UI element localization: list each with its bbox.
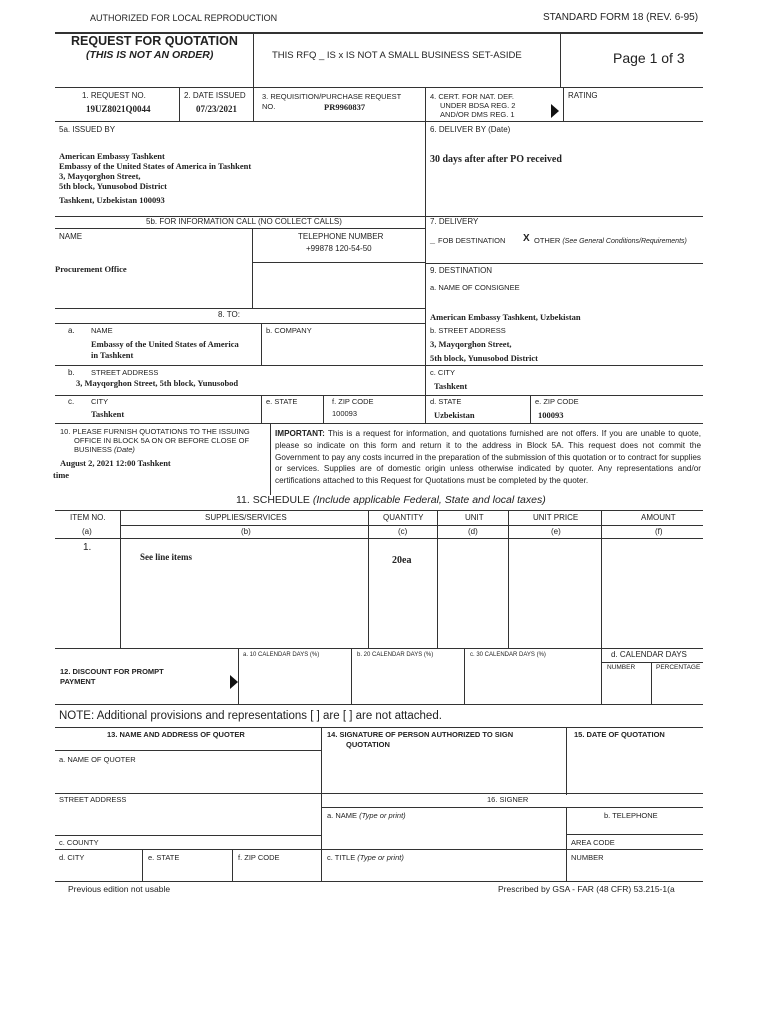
telephone-label: TELEPHONE NUMBER: [298, 232, 384, 241]
issued-by-label: 5a. ISSUED BY: [59, 125, 116, 134]
fob-destination: FOB DESTINATION: [438, 236, 506, 245]
phone-number-label: NUMBER: [571, 853, 604, 862]
footer-previous-edition: Previous edition not usable: [68, 884, 171, 894]
col-unit-code: (d): [468, 527, 478, 536]
furnish-time: time: [53, 470, 70, 480]
col-amount-code: (f): [655, 527, 663, 536]
quoter-zip-label: f. ZIP CODE: [238, 853, 280, 862]
to-city-label: CITY: [91, 397, 109, 406]
requisition-value: PR9960837: [324, 102, 366, 112]
signature-label-line1: 14. SIGNATURE OF PERSON AUTHORIZED TO SIGN: [327, 730, 514, 739]
dest-zip-value: 100093: [538, 410, 564, 420]
furnish-line3: BUSINESS (Date): [74, 445, 135, 454]
discount-percentage: PERCENTAGE: [656, 664, 701, 671]
cert-line3: AND/OR DMS REG. 1: [440, 110, 515, 119]
other-option: OTHER (See General Conditions/Requirements): [534, 236, 687, 245]
discount-days: d. CALENDAR DAYS: [611, 650, 687, 659]
requisition-no-label: NO.: [262, 102, 276, 111]
issued-by-line: 3, Mayqorghon Street,: [59, 171, 141, 181]
form-title: REQUEST FOR QUOTATION: [71, 34, 238, 48]
cert-line1: 4. CERT. FOR NAT. DEF.: [430, 92, 514, 101]
dest-state-value: Uzbekistan: [434, 410, 475, 420]
issued-by-line: 5th block, Yunusobod District: [59, 181, 168, 191]
signer-name-label: a. NAME (Type or print): [327, 811, 406, 820]
signer-label: 16. SIGNER: [487, 795, 529, 804]
form-subtitle: (THIS IS NOT AN ORDER): [86, 49, 214, 61]
telephone-value: +99878 120-54-50: [306, 244, 372, 253]
area-code-label: AREA CODE: [571, 838, 615, 847]
authorized-text: AUTHORIZED FOR LOCAL REPRODUCTION: [90, 13, 278, 23]
deliver-by-label: 6. DELIVER BY (Date): [430, 125, 511, 134]
fob-mark: _: [430, 235, 436, 245]
col-quantity-label: QUANTITY: [383, 513, 424, 522]
to-name-label: NAME: [91, 326, 113, 335]
quoter-name-label: a. NAME OF QUOTER: [59, 755, 136, 764]
consignee-label: a. NAME OF CONSIGNEE: [430, 283, 520, 292]
col-quantity-code: (c): [398, 527, 408, 536]
page-indicator: Page 1 of 3: [613, 50, 685, 66]
dest-zip-label: e. ZIP CODE: [535, 397, 579, 406]
footer-prescribed: Prescribed by GSA - FAR (48 CFR) 53.215-1(a: [498, 884, 675, 894]
issued-by-line: Embassy of the United States of America in Tashkent: [59, 161, 252, 171]
schedule-title: 11. SCHEDULE (Include applicable Federal, State and local taxes): [236, 494, 546, 506]
row-item: 1.: [83, 542, 92, 553]
date-quotation-label: 15. DATE OF QUOTATION: [574, 730, 665, 739]
to-street-label: STREET ADDRESS: [91, 368, 159, 377]
to-c: c.: [68, 397, 75, 406]
cert-line2: UNDER BDSA REG. 2: [440, 101, 516, 110]
dest-state-label: d. STATE: [430, 397, 462, 406]
to-name-line1: Embassy of the United States of America: [91, 339, 239, 349]
requisition-label: 3. REQUISITION/PURCHASE REQUEST: [262, 92, 402, 101]
quoter-city-label: d. CITY: [59, 853, 85, 862]
arrow-right-icon: [551, 104, 559, 118]
other-mark: X: [523, 233, 530, 244]
furnish-line2: OFFICE IN BLOCK 5A ON OR BEFORE CLOSE OF: [74, 436, 250, 445]
dest-street-label: b. STREET ADDRESS: [430, 326, 506, 335]
col-item-label: ITEM NO.: [70, 513, 106, 522]
date-issued-label: 2. DATE ISSUED: [184, 91, 246, 100]
quoter-street-label: STREET ADDRESS: [59, 795, 127, 804]
dest-city-value: Tashkent: [434, 381, 468, 391]
col-unitprice-code: (e): [551, 527, 561, 536]
to-zip-label: f. ZIP CODE: [332, 397, 374, 406]
to-street-value: 3, Mayqorghon Street, 5th block, Yunusobod: [76, 378, 239, 388]
set-aside-text: THIS RFQ _ IS x IS NOT A SMALL BUSINESS SET-ASIDE: [272, 50, 522, 61]
furnish-date: August 2, 2021 12:00 Tashkent: [60, 458, 171, 468]
dest-street-line2: 5th block, Yunusobod District: [430, 353, 539, 363]
consignee-value: American Embassy Tashkent, Uzbekistan: [430, 312, 581, 322]
row-supplies: See line items: [140, 552, 192, 562]
col-supplies-label: SUPPLIES/SERVICES: [205, 513, 287, 522]
signature-label-line2: QUOTATION: [346, 740, 390, 749]
issued-by-line: American Embassy Tashkent: [59, 151, 165, 161]
quoter-county-label: c. COUNTY: [59, 838, 99, 847]
delivery-label: 7. DELIVERY: [430, 217, 479, 226]
col-unit-label: UNIT: [465, 513, 484, 522]
to-state-label: e. STATE: [266, 397, 298, 406]
issued-by-line: Tashkent, Uzbekistan 100093: [59, 195, 165, 205]
discount-30: c. 30 CALENDAR DAYS (%): [470, 652, 546, 658]
signer-title-label: c. TITLE (Type or print): [327, 853, 404, 862]
to-zip-value: 100093: [332, 409, 358, 418]
to-b: b.: [68, 368, 75, 377]
furnish-line1: 10. PLEASE FURNISH QUOTATIONS TO THE ISSUING: [60, 427, 250, 436]
signer-telephone-label: b. TELEPHONE: [604, 811, 658, 820]
discount-10: a. 10 CALENDAR DAYS (%): [243, 652, 320, 658]
info-call-label: 5b. FOR INFORMATION CALL (NO COLLECT CALLS): [146, 217, 342, 226]
discount-20: b. 20 CALENDAR DAYS (%): [357, 652, 434, 658]
name-label: NAME: [59, 232, 83, 241]
quoter-label: 13. NAME AND ADDRESS OF QUOTER: [107, 730, 245, 739]
request-no-value: 19UZ8021Q0044: [86, 104, 151, 114]
dest-street-line1: 3, Mayqorghon Street,: [430, 339, 512, 349]
col-amount-label: AMOUNT: [641, 513, 676, 522]
to-company-label: b. COMPANY: [266, 326, 312, 335]
row-quantity: 20ea: [392, 555, 412, 566]
to-name-line2: in Tashkent: [91, 350, 134, 360]
rating-label: RATING: [568, 91, 598, 100]
deliver-by-value: 30 days after after PO received: [430, 154, 562, 165]
col-supplies-code: (b): [241, 527, 251, 536]
quoter-state-label: e. STATE: [148, 853, 180, 862]
date-issued-value: 07/23/2021: [196, 104, 238, 114]
destination-label: 9. DESTINATION: [430, 266, 493, 275]
standard-form-text: STANDARD FORM 18 (REV. 6-95): [543, 12, 699, 23]
procurement-office: Procurement Office: [55, 264, 127, 274]
request-no-label: 1. REQUEST NO.: [82, 91, 146, 100]
col-item-code: (a): [82, 527, 92, 536]
discount-label-line1: 12. DISCOUNT FOR PROMPT: [60, 667, 164, 676]
important-notice: IMPORTANT: This is a request for information, and quotations furnished are not offers. If you are unable to quote, please so indicate on this form and return it to the address in Block 5A. This request does not commit the Government to pay any costs incurred in the preparation of the submission of this quotation or to contract for supplies or services. Supplies are of domestic origin unless otherwise indicated by quoter. Any representations and/or certifications attached to this Request for Quotations must be completed by the quoter.: [275, 429, 701, 486]
discount-number: NUMBER: [607, 664, 636, 671]
dest-city-label: c. CITY: [430, 368, 456, 377]
to-a: a.: [68, 326, 75, 335]
to-city-value: Tashkent: [91, 409, 125, 419]
arrow-right-icon: [230, 675, 238, 689]
discount-label-line2: PAYMENT: [60, 677, 96, 686]
col-unitprice-label: UNIT PRICE: [533, 513, 579, 522]
to-label: 8. TO:: [218, 310, 240, 319]
note-text: NOTE: Additional provisions and representations [ ] are [ ] are not attached.: [59, 710, 442, 722]
